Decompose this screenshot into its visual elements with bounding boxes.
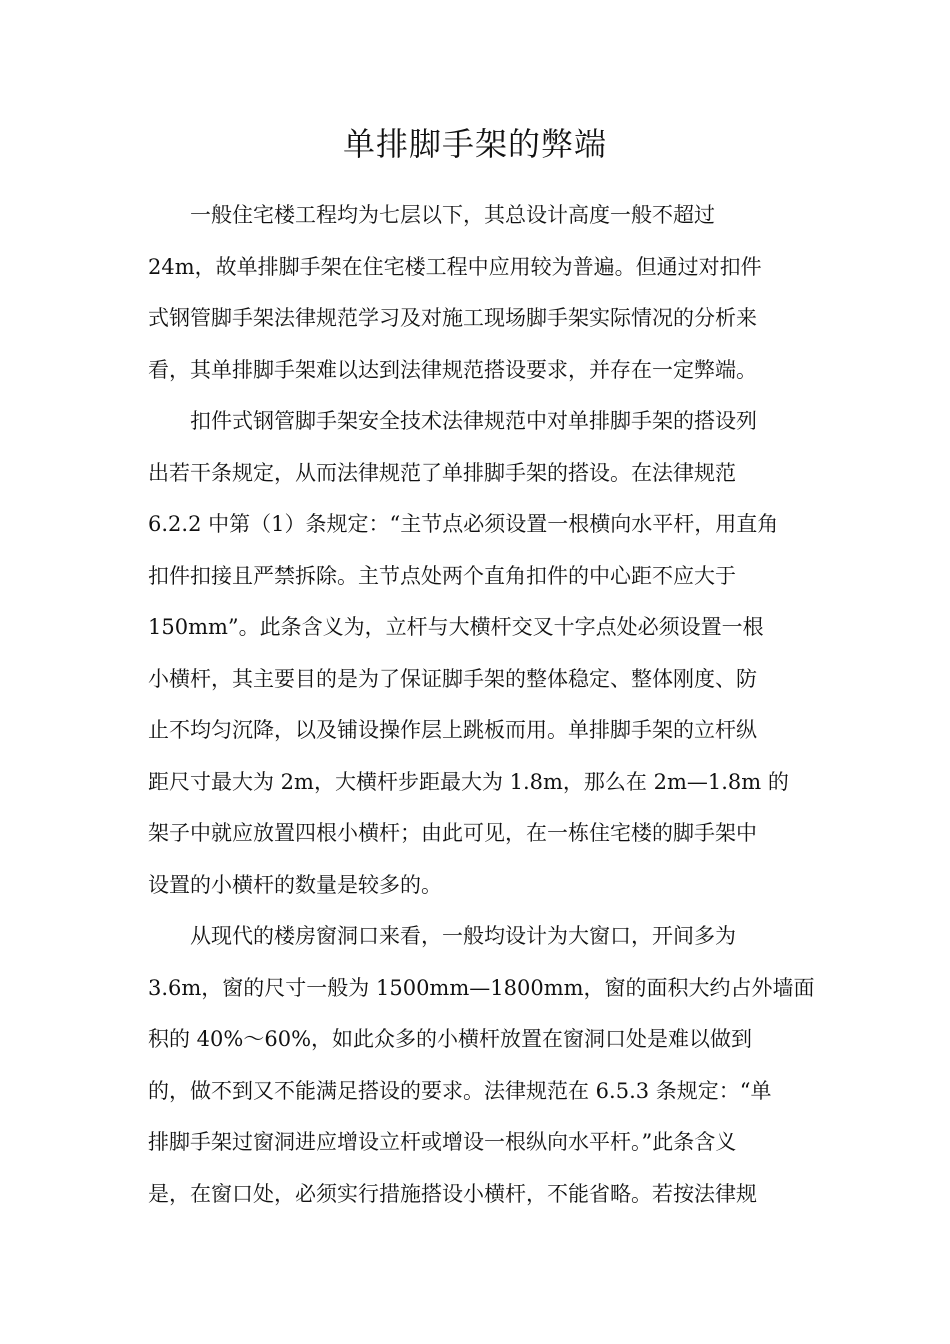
text-line: 式钢管脚手架法律规范学习及对施工现场脚手架实际情况的分析来 <box>148 306 757 330</box>
text-line: 3.6m，窗的尺寸一般为 1500mm—1800mm，窗的面积大约占外墙面 <box>148 976 815 1000</box>
text-line: 积的 40%～60%，如此众多的小横杆放置在窗洞口处是难以做到 <box>148 1027 753 1051</box>
text-line: 6.2.2 中第（1）条规定：“主节点必须设置一根横向水平杆，用直角 <box>148 512 779 536</box>
text-line: 的，做不到又不能满足搭设的要求。法律规范在 6.5.3 条规定：“单 <box>148 1079 772 1103</box>
text-line: 扣件式钢管脚手架安全技术法律规范中对单排脚手架的搭设列 <box>148 409 757 433</box>
text-line: 一般住宅楼工程均为七层以下，其总设计高度一般不超过 <box>148 203 715 227</box>
text-line: 小横杆，其主要目的是为了保证脚手架的整体稳定、整体刚度、防 <box>148 667 757 691</box>
text-line: 出若干条规定，从而法律规范了单排脚手架的搭设。在法律规范 <box>148 461 736 485</box>
page-title: 单排脚手架的弊端 <box>342 125 607 163</box>
text-line: 设置的小横杆的数量是较多的。 <box>148 873 442 897</box>
text-line: 24m，故单排脚手架在住宅楼工程中应用较为普遍。但通过对扣件 <box>148 255 762 279</box>
text-line: 距尺寸最大为 2m，大横杆步距最大为 1.8m，那么在 2m—1.8m 的 <box>148 770 789 794</box>
text-line: 是，在窗口处，必须实行措施搭设小横杆，不能省略。若按法律规 <box>148 1182 757 1206</box>
text-line: 看，其单排脚手架难以达到法律规范搭设要求，并存在一定弊端。 <box>148 358 757 382</box>
text-line: 150mm”。此条含义为，立杆与大横杆交叉十字点处必须设置一根 <box>148 615 764 639</box>
text-line: 止不均匀沉降，以及铺设操作层上跳板而用。单排脚手架的立杆纵 <box>148 718 757 742</box>
text-line: 架子中就应放置四根小横杆；由此可见，在一栋住宅楼的脚手架中 <box>148 821 757 845</box>
text-line: 排脚手架过窗洞进应增设立杆或增设一根纵向水平杆。”此条含义 <box>148 1130 737 1154</box>
text-line: 扣件扣接且严禁拆除。主节点处两个直角扣件的中心距不应大于 <box>148 564 736 588</box>
text-line: 从现代的楼房窗洞口来看，一般均设计为大窗口，开间多为 <box>148 924 736 948</box>
